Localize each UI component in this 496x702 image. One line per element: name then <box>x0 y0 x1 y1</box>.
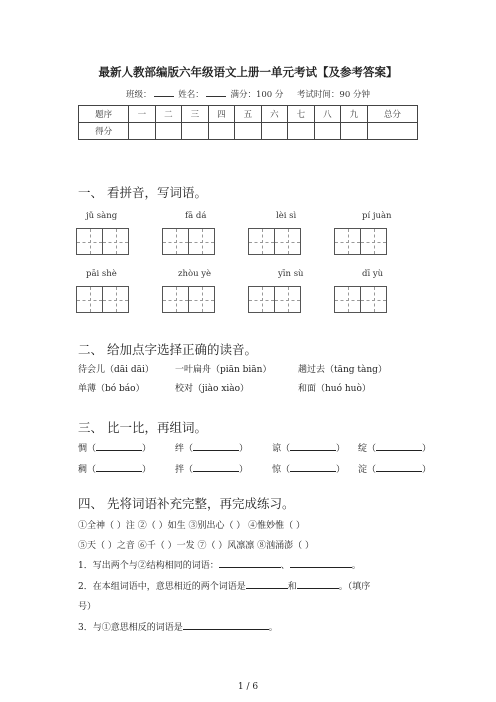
score-header-cell: 总分 <box>367 106 417 123</box>
score-header-cell: 五 <box>235 106 262 123</box>
exam-info <box>0 88 496 100</box>
compare-char: 绊（ <box>175 444 194 454</box>
pinyin-label: yīn sù <box>278 269 304 279</box>
score-cell[interactable] <box>261 123 288 140</box>
compare-item <box>175 441 248 454</box>
compare-item <box>78 462 151 475</box>
conjunction: 和 <box>287 582 297 592</box>
score-cell[interactable] <box>155 123 182 140</box>
writing-grid[interactable] <box>248 286 300 313</box>
score-header-cell: 六 <box>261 106 288 123</box>
writing-grid[interactable] <box>76 228 128 255</box>
reading-choice[interactable]: 单薄（bó báo） <box>78 384 145 394</box>
score-table-header-row <box>79 106 418 123</box>
compare-char: 拌（ <box>175 465 194 475</box>
section3-title: 三、 比一比，再组词。 <box>78 420 207 435</box>
reading-choice[interactable]: 趟过去（tāng tàng） <box>298 365 387 375</box>
question-2-continued: 号） <box>78 602 97 612</box>
writing-cell[interactable] <box>102 286 129 313</box>
answer-blank[interactable] <box>376 441 422 451</box>
writing-cell[interactable] <box>274 228 301 255</box>
answer-blank[interactable] <box>219 558 281 568</box>
idiom-line[interactable]: ⑤天（ ）之音 ⑥千（ ）一发 ⑦（ ）风凛凛 ⑧汹涌澎（ ） <box>78 541 315 551</box>
question-text: 3．与①意思相反的词语是 <box>78 623 183 633</box>
score-header-cell: 九 <box>341 106 368 123</box>
score-cell[interactable] <box>367 123 417 140</box>
writing-cell[interactable] <box>188 228 215 255</box>
name-label: 姓名： <box>178 90 204 100</box>
writing-cell[interactable] <box>360 286 387 313</box>
question-end: 。 <box>268 623 278 633</box>
score-header-cell: 八 <box>314 106 341 123</box>
answer-blank[interactable] <box>376 462 422 472</box>
score-cell[interactable] <box>129 123 156 140</box>
score-cell[interactable] <box>235 123 262 140</box>
question-end: 。 <box>351 561 361 571</box>
compare-item <box>272 462 345 475</box>
compare-item <box>272 441 345 454</box>
compare-close: ） <box>422 465 432 475</box>
answer-blank[interactable] <box>193 462 239 472</box>
compare-char: 稠（ <box>78 465 97 475</box>
writing-grid[interactable] <box>334 228 386 255</box>
writing-cell[interactable] <box>334 228 361 255</box>
section1-title: 一、 看拼音，写词语。 <box>78 185 207 200</box>
writing-cell[interactable] <box>248 228 275 255</box>
pinyin-label: dī yù <box>362 269 384 279</box>
compare-close: ） <box>142 444 152 454</box>
writing-cell[interactable] <box>76 286 103 313</box>
answer-blank[interactable] <box>96 462 142 472</box>
question-2 <box>78 579 370 592</box>
score-cell[interactable] <box>288 123 315 140</box>
separator: 、 <box>280 561 290 571</box>
reading-choice[interactable]: 和面（huó huò） <box>298 384 371 394</box>
compare-close: ） <box>239 444 249 454</box>
pinyin-label: zhòu yè <box>178 269 212 279</box>
compare-char: 惊（ <box>272 465 291 475</box>
idiom-line[interactable]: ①全神（ ）注 ②（ ）如生 ③别出心（ ） ④惟妙惟（ ） <box>78 521 306 531</box>
compare-char: 绽（ <box>358 444 377 454</box>
score-row-label: 得分 <box>79 123 129 140</box>
section4-title: 四、 先将词语补充完整，再完成练习。 <box>78 496 295 511</box>
score-cell[interactable] <box>341 123 368 140</box>
page-number: 1 / 6 <box>237 682 259 692</box>
score-header-cell: 三 <box>182 106 209 123</box>
pinyin-label: pāi shè <box>86 269 117 279</box>
score-header-cell: 一 <box>129 106 156 123</box>
class-label: 班级： <box>126 90 152 100</box>
answer-blank[interactable] <box>193 441 239 451</box>
page-title: 最新人教部编版六年级语文上册一单元考试【及参考答案】 <box>98 65 398 79</box>
answer-blank[interactable] <box>290 441 336 451</box>
compare-char: 淀（ <box>358 465 377 475</box>
compare-close: ） <box>239 465 249 475</box>
full-score: 满分：100 分 <box>230 90 284 100</box>
answer-blank[interactable] <box>183 620 269 630</box>
answer-blank[interactable] <box>246 579 288 589</box>
writing-cell[interactable] <box>334 286 361 313</box>
compare-close: ） <box>336 465 346 475</box>
answer-blank[interactable] <box>96 441 142 451</box>
pinyin-label: pí juàn <box>362 211 392 221</box>
writing-cell[interactable] <box>76 228 103 255</box>
writing-cell[interactable] <box>248 286 275 313</box>
compare-item <box>358 441 431 454</box>
score-table-score-row <box>79 123 418 140</box>
question-text: 1．写出两个与②结构相同的词语： <box>78 561 219 571</box>
question-text: 2．在本组词语中，意思相近的两个词语是 <box>78 582 246 592</box>
writing-grid[interactable] <box>248 228 300 255</box>
compare-item <box>175 462 248 475</box>
score-header-cell: 四 <box>208 106 235 123</box>
pinyin-label: jǔ sàng <box>86 211 118 221</box>
score-cell[interactable] <box>182 123 209 140</box>
question-3 <box>78 620 278 633</box>
writing-cell[interactable] <box>162 286 189 313</box>
question-end: 。（填序 <box>338 582 371 592</box>
writing-grid[interactable] <box>76 286 128 313</box>
writing-cell[interactable] <box>102 228 129 255</box>
compare-close: ） <box>336 444 346 454</box>
section2-title: 二、 给加点字选择正确的读音。 <box>78 342 257 357</box>
writing-grid[interactable] <box>162 228 214 255</box>
exam-time: 考试时间：90 分钟 <box>296 90 370 100</box>
compare-close: ） <box>422 444 432 454</box>
reading-choice[interactable]: 待会儿（dāi dāi） <box>78 365 154 375</box>
pinyin-label: fā dá <box>185 211 207 221</box>
reading-choice[interactable]: 一叶扁舟（piān biān） <box>175 365 272 375</box>
compare-item <box>358 462 431 475</box>
reading-choice[interactable]: 校对（jiào xiào） <box>175 384 250 394</box>
writing-grid[interactable] <box>162 286 214 313</box>
writing-grid[interactable] <box>334 286 386 313</box>
answer-blank[interactable] <box>290 462 336 472</box>
score-table <box>78 105 418 140</box>
score-header-cell: 题序 <box>79 106 129 123</box>
compare-close: ） <box>142 465 152 475</box>
question-1 <box>78 558 361 571</box>
score-header-cell: 二 <box>155 106 182 123</box>
score-cell[interactable] <box>208 123 235 140</box>
compare-char: 谅（ <box>272 444 291 454</box>
score-cell[interactable] <box>314 123 341 140</box>
compare-item <box>78 441 151 454</box>
pinyin-label: lèi sì <box>276 211 297 221</box>
writing-cell[interactable] <box>274 286 301 313</box>
compare-char: 惆（ <box>78 444 97 454</box>
writing-cell[interactable] <box>162 228 189 255</box>
class-blank <box>154 88 174 97</box>
score-header-cell: 七 <box>288 106 315 123</box>
writing-cell[interactable] <box>188 286 215 313</box>
answer-blank[interactable] <box>297 579 339 589</box>
answer-blank[interactable] <box>290 558 352 568</box>
writing-cell[interactable] <box>360 228 387 255</box>
name-blank <box>206 88 226 97</box>
